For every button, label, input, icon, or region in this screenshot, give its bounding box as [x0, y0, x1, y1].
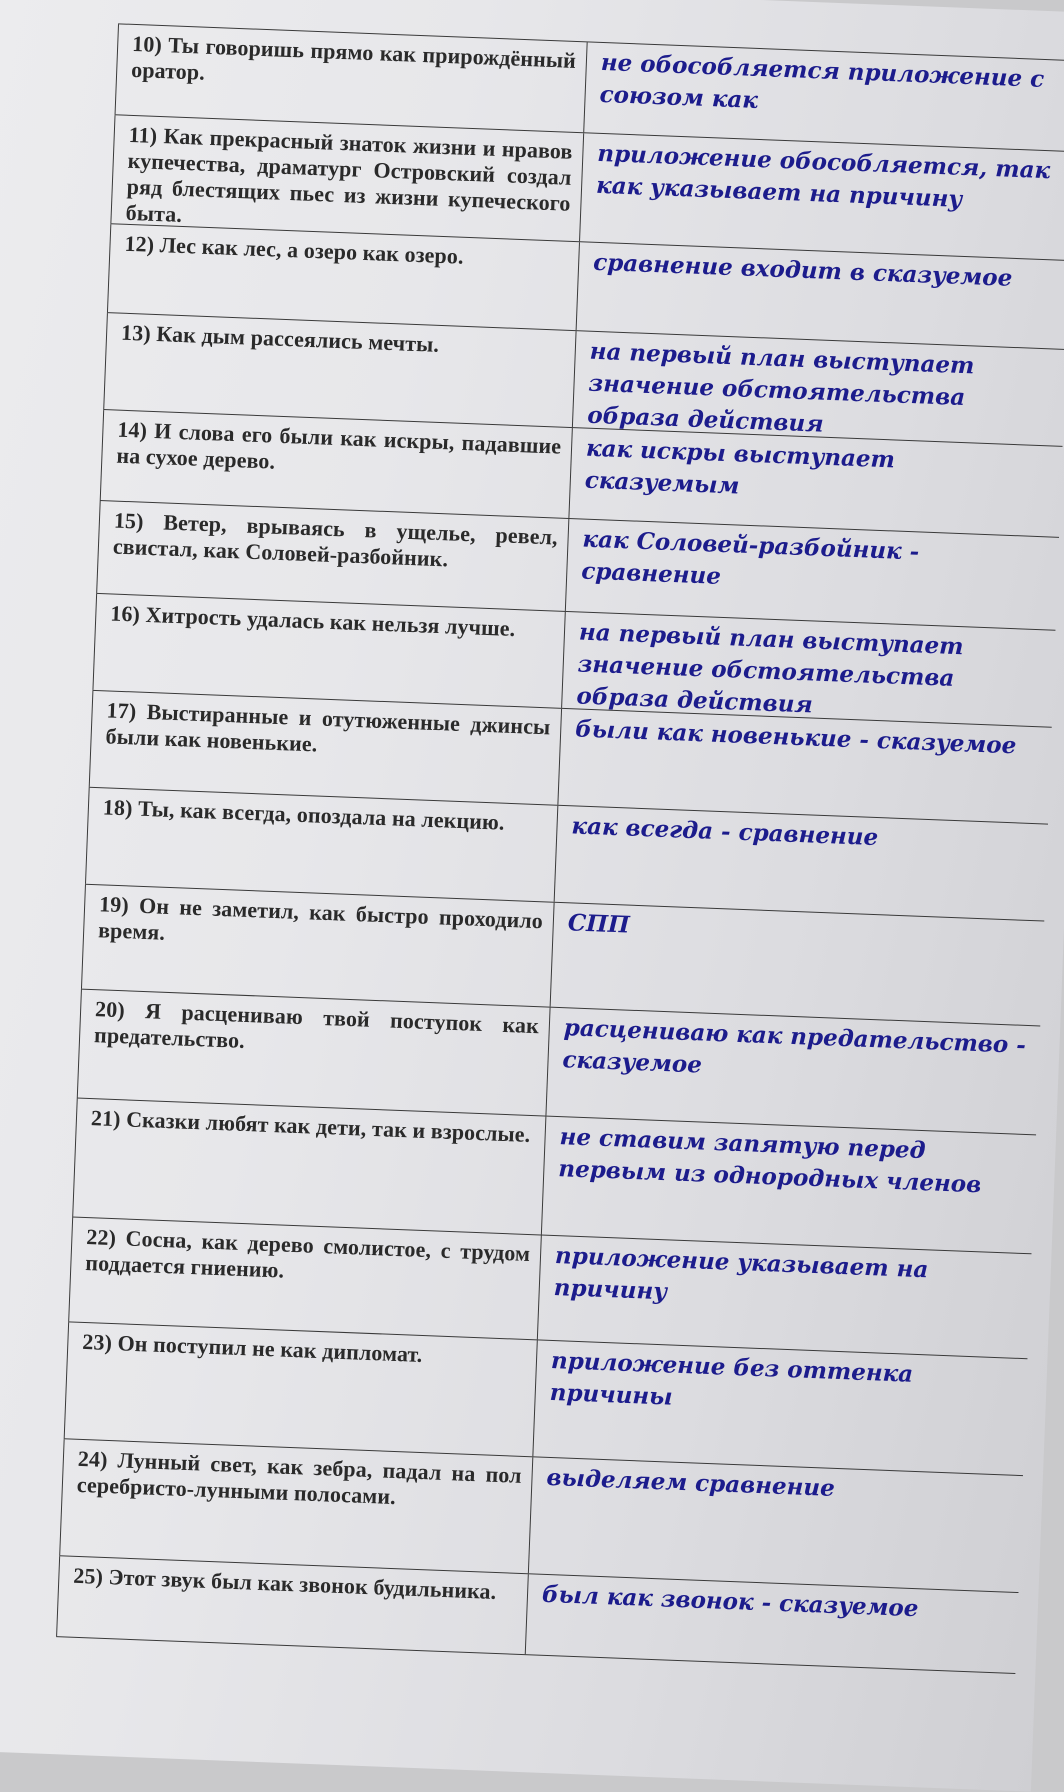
sentence-cell: 10) Ты говоришь прямо как прирождённый оратор.	[115, 24, 588, 132]
sentence-cell: 15) Ветер, врываясь в ущелье, ревел, свистал, как Соловей-разбойник.	[96, 501, 569, 611]
sentence-cell: 19) Он не заметил, как быстро проходило время.	[81, 885, 555, 1007]
sentence-cell: 22) Сосна, как дерево смолистое, с трудом поддается гниению.	[68, 1217, 542, 1339]
answer-cell: выделяем сравнение	[546, 1463, 836, 1502]
answer-cell: как искры выступает сказуемым	[584, 434, 896, 500]
sentence-cell: 17) Выстиранные и отутюженные джинсы были как новенькие.	[89, 691, 562, 805]
answer-cell: были как новенькие - сказуемое	[574, 715, 1017, 760]
answer-cell: был как звонок - сказуемое	[541, 1580, 919, 1623]
answer-cell: как Соловей-разбойник - сравнение	[580, 525, 920, 590]
sentence-cell: 14) И слова его были как искры, падавшие на сухое дерево.	[100, 410, 573, 518]
answer-cell: приложение без оттенка причины	[549, 1346, 914, 1411]
sentence-cell: 24) Лунный свет, как зебра, падал на пол серебристо-лунными полосами.	[59, 1439, 533, 1573]
sentence-cell: 25) Этот звук был как звонок будильника.	[56, 1556, 529, 1654]
sentence-cell: 21) Сказки любят как дети, так и взрослые.	[72, 1099, 546, 1235]
answer-cell: приложение обособляется, так как указывает на причину	[595, 139, 1051, 213]
sentence-cell: 16) Хитрость удалась как нельзя лучше.	[92, 594, 565, 708]
answer-cell: не ставим запятую перед первым из однородных членов	[557, 1123, 982, 1199]
answer-cell: СПП	[567, 909, 631, 939]
sentence-cell: 20) Я расцениваю твой поступок как предательство.	[77, 990, 551, 1116]
answer-cell: как всегда - сравнение	[571, 812, 879, 852]
sentence-cell: 23) Он поступил не как дипломат.	[64, 1322, 538, 1456]
sentence-cell: 13) Как дым рассеялись мечты.	[103, 313, 576, 427]
sentence-cell: 12) Лес как лес, а озеро как озеро.	[107, 224, 580, 330]
sentence-cell: 11) Как прекрасный знаток жизни и нравов купечества, драматург Островский создал ряд блестящих пьес из жизни купеческого быта.	[110, 115, 584, 241]
answer-cell: расцениваю как предательство - сказуемое	[562, 1014, 1027, 1079]
exercise-table	[56, 23, 1064, 1674]
answer-cell: на первый план выступает значение обстоятельства образа действия	[576, 618, 965, 719]
answer-cell: на первый план выступает значение обстоятельства образа действия	[586, 337, 975, 438]
answer-cell: сравнение входит в сказуемое	[592, 248, 1013, 292]
sentence-cell: 18) Ты, как всегда, опоздала на лекцию.	[85, 788, 558, 902]
answer-cell: приложение указывает на причину	[553, 1242, 929, 1306]
answer-cell: не обособляется приложение с союзом как	[599, 48, 1045, 114]
